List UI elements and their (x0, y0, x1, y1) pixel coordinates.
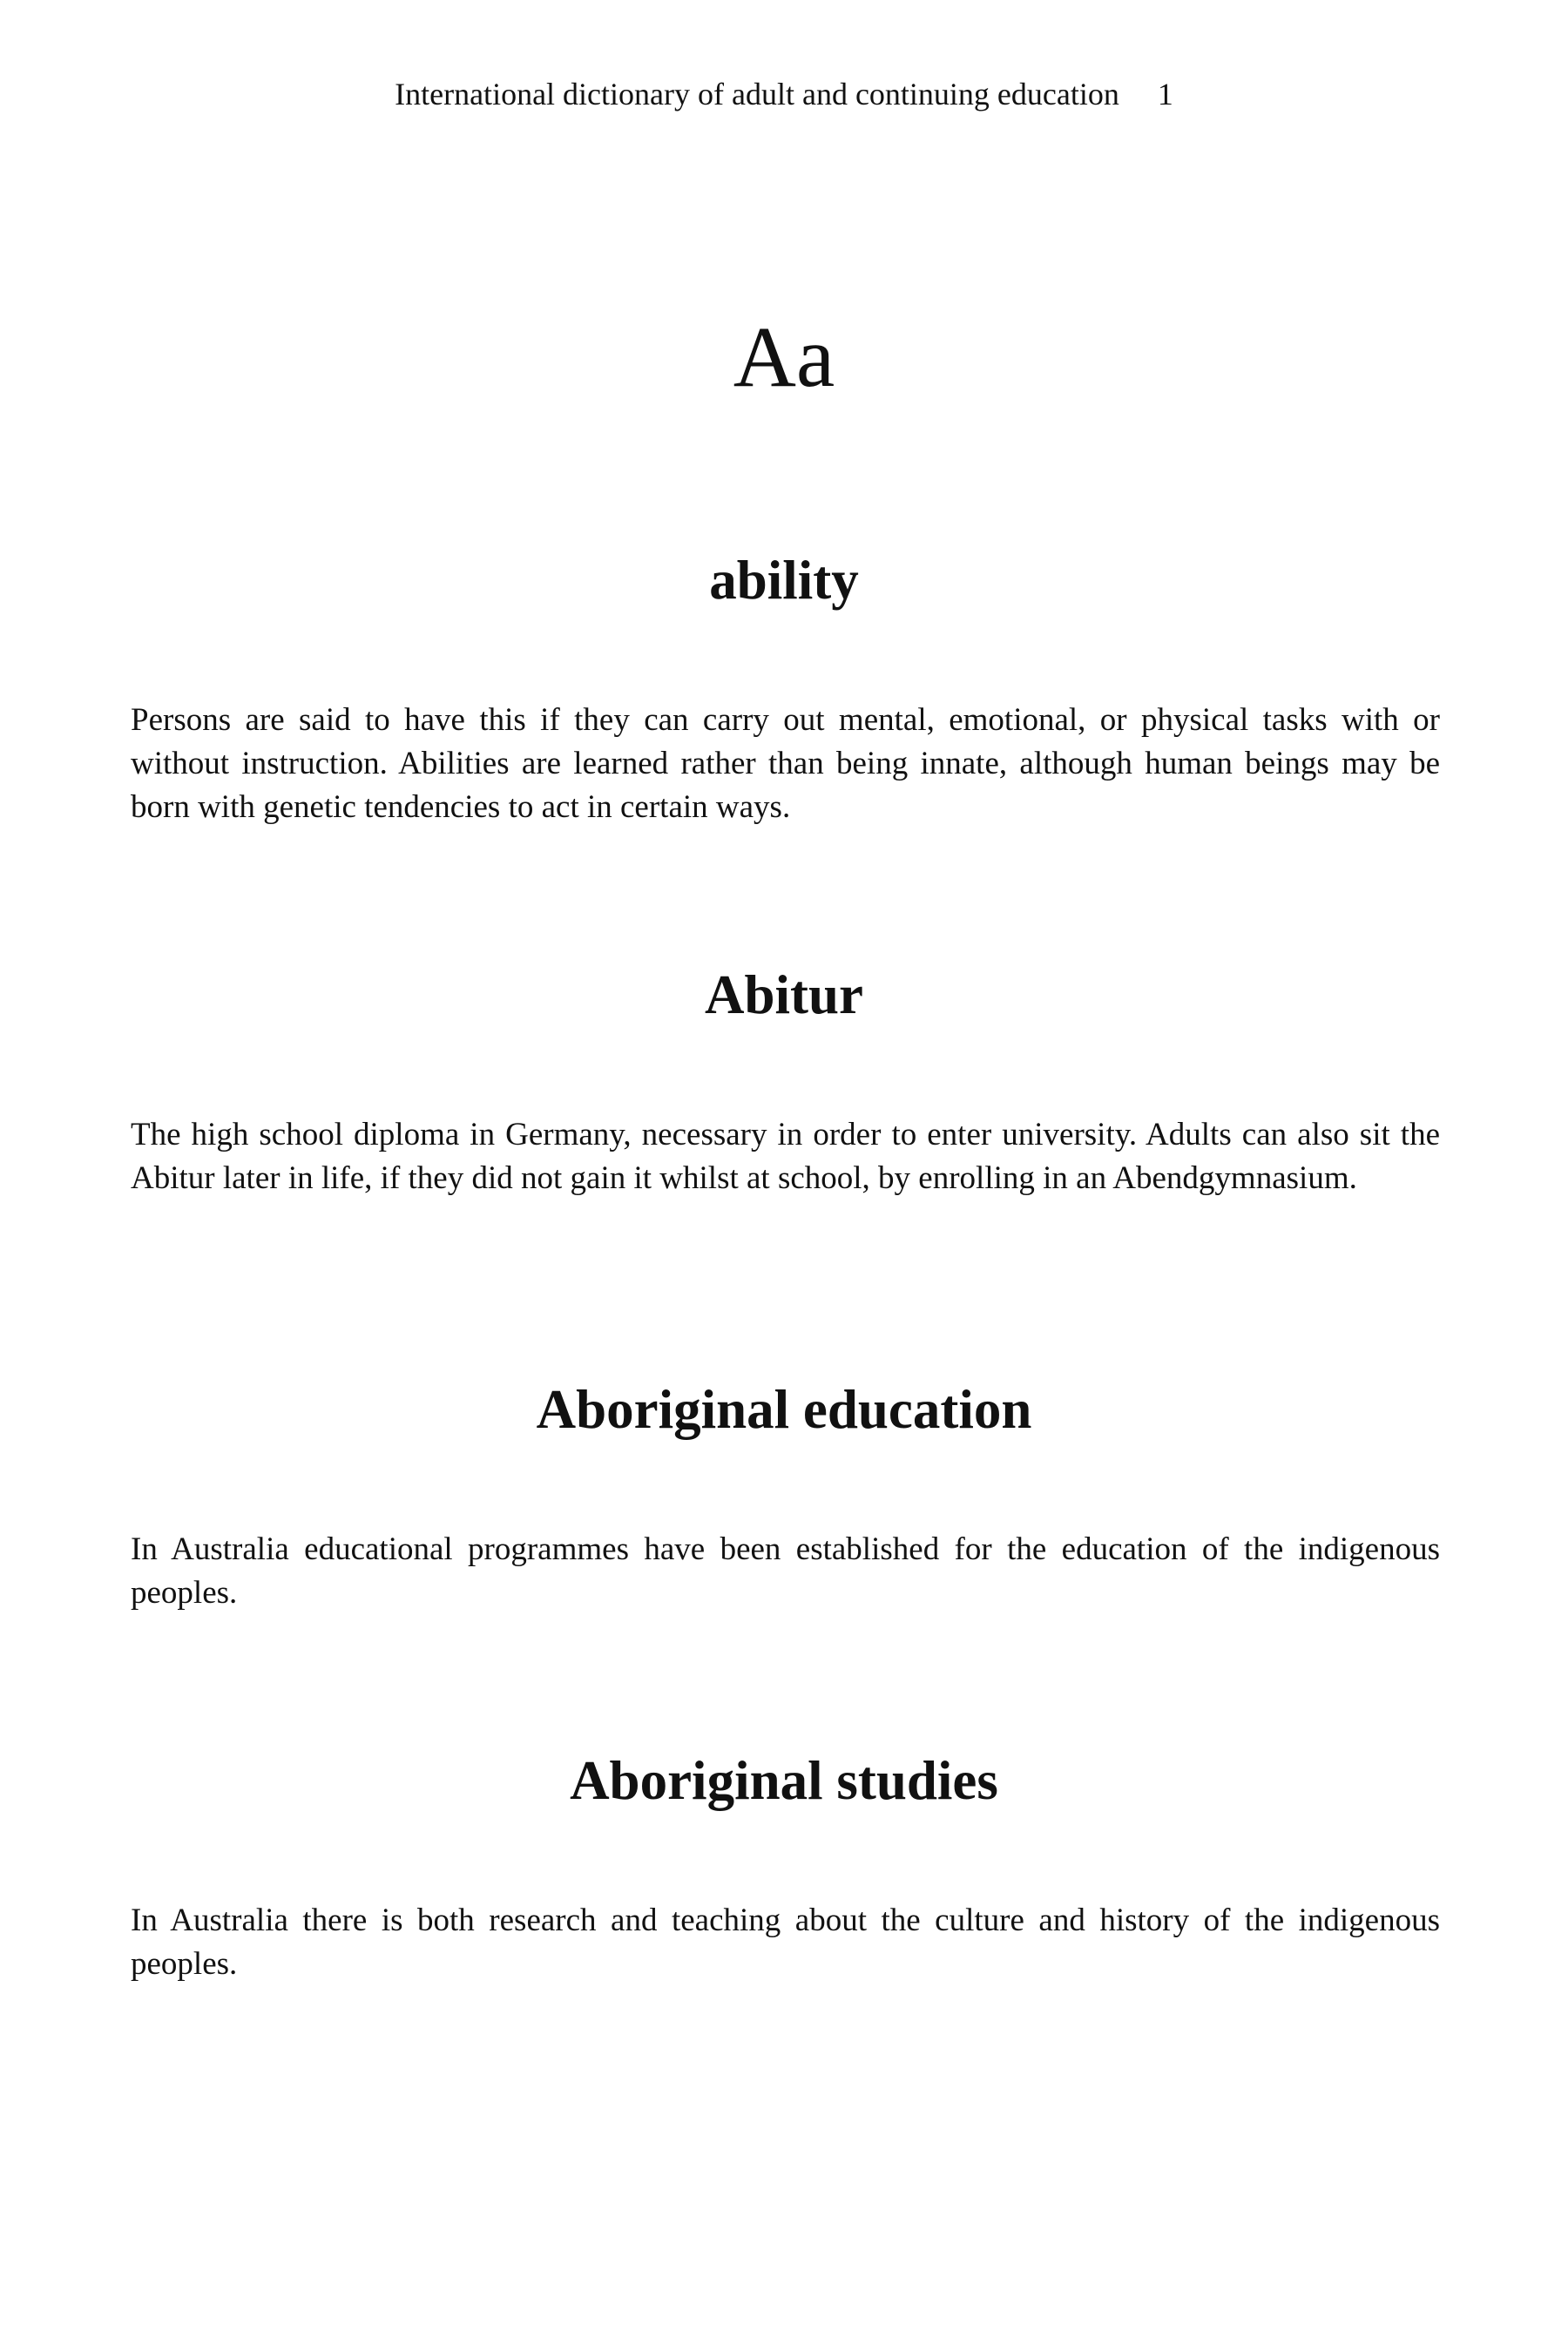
entry-definition-ability: Persons are said to have this if they can carry out mental, emotional, or physical tasks with or without instruction. Abilities are learned rather than being innate, although human beings may be born with genetic tendencies to act in certain ways. (131, 702, 1440, 825)
entry-title-ability: ability (709, 550, 859, 611)
entry-definition-aboriginal-studies: In Australia there is both research and teaching about the culture and history of the indigenous peoples. (131, 1903, 1440, 1982)
entry-definition-abitur: The high school diploma in Germany, necessary in order to enter university. Adults can also sit the Abitur later in life, if they did not gain it whilst at school, by enrolling in an Abendgymnasium. (131, 1117, 1440, 1196)
running-header (0, 73, 1568, 115)
entry-definition-aboriginal-education: In Australia educational programmes have been established for the education of the indigenous peoples. (131, 1531, 1440, 1611)
entry-title-abitur: Abitur (704, 964, 864, 1025)
entry-title-aboriginal-education: Aboriginal education (536, 1379, 1032, 1440)
page-number: 1 (1157, 77, 1173, 112)
book-title: International dictionary of adult and continuing education (395, 77, 1119, 112)
entry-title-aboriginal-studies: Aboriginal studies (570, 1750, 998, 1811)
section-letter: Aa (733, 308, 835, 405)
